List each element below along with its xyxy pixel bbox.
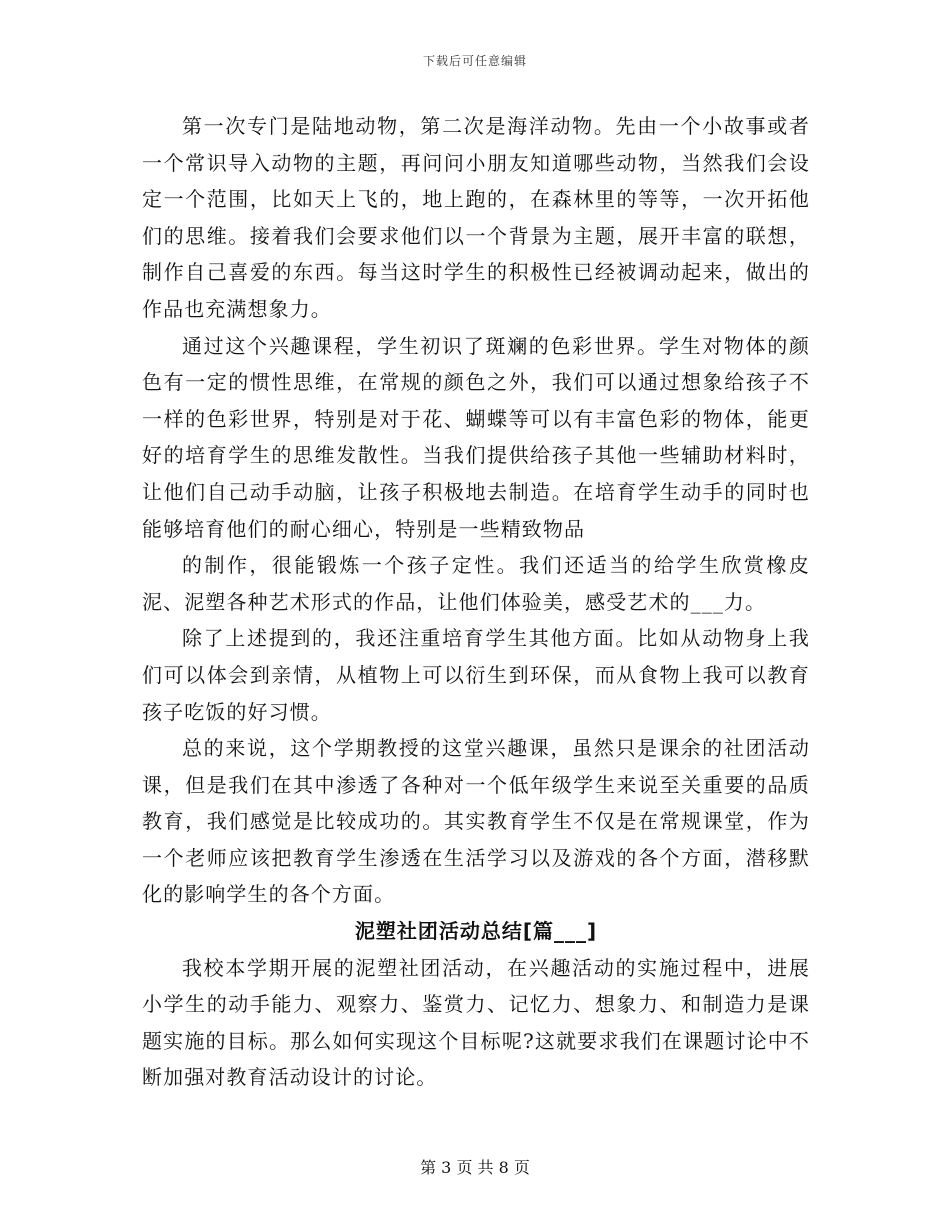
- paragraph: 我校本学期开展的泥塑社团活动，在兴趣活动的实施过程中，进展小学生的动手能力、观察力、鉴赏力、记忆力、想象力、和制造力是课题实施的目标。那么如何实现这个目标呢?这就要求我们在课题讨论中不断加强对教育活动设计的讨论。: [142, 955, 810, 1090]
- paragraph: 总的来说，这个学期教授的这堂兴趣课，虽然只是课余的社团活动课，但是我们在其中渗透了各种对一个低年级学生来说至关重要的品质教育，我们感觉是比较成功的。其实教育学生不仅是在常规课堂，作为一个老师应该把教育学生渗透在生活学习以及游戏的各个方面，潜移默化的影响学生的各个方面。: [142, 736, 810, 907]
- document-body: [142, 108, 810, 1096]
- paragraph: 的制作，很能锻炼一个孩子定性。我们还适当的给学生欣赏橡皮泥、泥塑各种艺术形式的作品，让他们体验美，感受艺术的___力。: [142, 553, 810, 614]
- paragraph: 第一次专门是陆地动物，第二次是海洋动物。先由一个小故事或者一个常识导入动物的主题，再问问小朋友知道哪些动物，当然我们会设定一个范围，比如天上飞的，地上跑的，在森林里的等等，一次开拓他们的思维。接着我们会要求他们以一个背景为主题，展开丰富的联想，制作自己喜爱的东西。每当这时学生的积极性已经被调动起来，做出的作品也充满想象力。: [142, 114, 810, 321]
- page-header: 下载后可任意编辑: [422, 54, 527, 68]
- section-title: 泥塑社团活动总结[篇___]: [354, 919, 598, 944]
- paragraph: 除了上述提到的，我还注重培育学生其他方面。比如从动物身上我们可以体会到亲情，从植物上可以衍生到环保，而从食物上我可以教育孩子吃饭的好习惯。: [142, 626, 810, 724]
- page-number: 第 3 页 共 8 页: [420, 1158, 530, 1177]
- paragraph: 通过这个兴趣课程，学生初识了斑斓的色彩世界。学生对物体的颜色有一定的惯性思维，在常规的颜色之外，我们可以通过想象给孩子不一样的色彩世界，特别是对于花、蝴蝶等可以有丰富色彩的物体，能更好的培育学生的思维发散性。当我们提供给孩子其他一些辅助材料时，让他们自己动手动脑，让孩子积极地去制造。在培育学生动手的同时也能够培育他们的耐心细心，特别是一些精致物品: [142, 333, 810, 541]
